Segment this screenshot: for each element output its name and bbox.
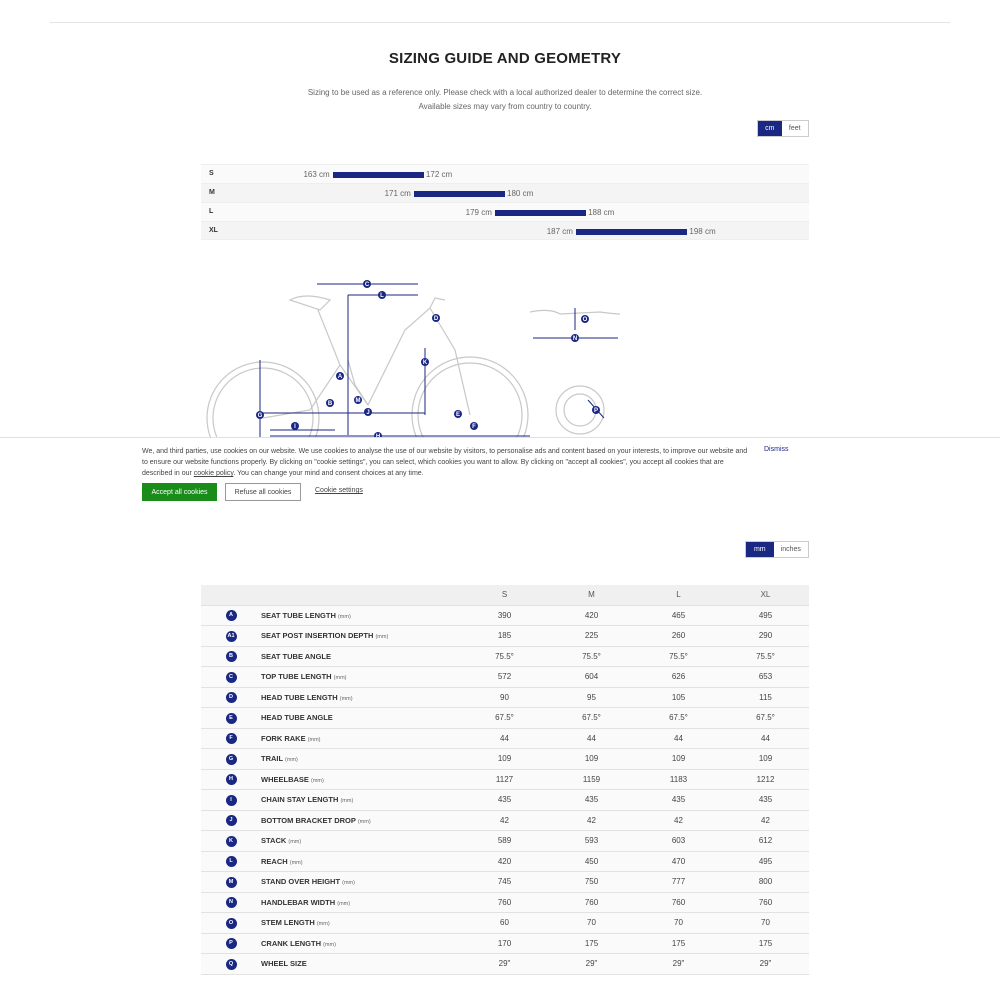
size-label: L — [209, 208, 214, 215]
row-value-cell: 29" — [722, 954, 809, 975]
row-value-cell: 470 — [635, 851, 722, 872]
row-name: BOTTOM BRACKET DROP — [261, 815, 356, 825]
row-unit: (mm) — [323, 941, 336, 948]
row-key-cell — [201, 933, 261, 954]
row-value-cell: 390 — [461, 605, 548, 626]
row-value-cell: 75.5° — [635, 646, 722, 667]
intro-text — [0, 86, 1000, 114]
row-name: CHAIN STAY LENGTH — [261, 795, 339, 805]
row-key-cell — [201, 872, 261, 893]
row-key-cell — [201, 769, 261, 790]
intro-line-1: Sizing to be used as a reference only. Please check with a local authorized dealer to determine the correct size. — [307, 88, 703, 97]
row-key-badge: A — [226, 610, 237, 621]
table-row — [201, 728, 809, 749]
row-name-cell — [261, 810, 461, 831]
accept-all-cookies-button[interactable]: Accept all cookies — [142, 483, 217, 501]
row-value-cell: 612 — [722, 831, 809, 852]
row-key-badge: Q — [226, 959, 237, 970]
row-value-cell: 604 — [548, 667, 635, 688]
row-key-cell — [201, 831, 261, 852]
size-max-height: 198 cm — [689, 227, 716, 236]
size-row — [201, 221, 809, 240]
svg-text:I: I — [294, 424, 296, 430]
row-name: SEAT POST INSERTION DEPTH — [261, 631, 374, 641]
size-range-bar — [414, 191, 505, 197]
svg-text:K: K — [422, 360, 428, 366]
row-value-cell: 1212 — [722, 769, 809, 790]
row-value-cell: 465 — [635, 605, 722, 626]
row-value-cell: 29" — [548, 954, 635, 975]
row-name-cell — [261, 769, 461, 790]
row-value-cell: 115 — [722, 687, 809, 708]
label-d-icon — [432, 314, 440, 322]
unit-mm-button[interactable]: mm — [746, 542, 774, 557]
svg-text:A: A — [337, 374, 343, 380]
svg-text:P: P — [593, 408, 599, 414]
row-name: HEAD TUBE ANGLE — [261, 713, 333, 723]
row-name: FORK RAKE — [261, 733, 306, 743]
cookie-policy-link[interactable]: cookie policy — [193, 470, 234, 477]
row-name: TOP TUBE LENGTH — [261, 672, 332, 682]
row-value-cell: 420 — [461, 851, 548, 872]
refuse-all-cookies-button[interactable]: Refuse all cookies — [225, 483, 301, 501]
row-value-cell: 1159 — [548, 769, 635, 790]
intro-line-2: Available sizes may vary from country to country. — [418, 102, 592, 111]
row-unit: (mm) — [285, 757, 298, 764]
row-key-cell — [201, 892, 261, 913]
row-value-cell: 67.5° — [461, 708, 548, 729]
row-value-cell: 1127 — [461, 769, 548, 790]
row-value-cell: 67.5° — [722, 708, 809, 729]
svg-text:G: G — [257, 413, 263, 419]
label-e-icon — [454, 410, 462, 418]
size-max-height: 180 cm — [507, 189, 534, 198]
row-name: TRAIL — [261, 754, 283, 764]
row-value-cell: 109 — [548, 749, 635, 770]
row-value-cell: 42 — [461, 810, 548, 831]
row-name-cell — [261, 646, 461, 667]
row-value-cell: 495 — [722, 605, 809, 626]
label-i-icon — [291, 422, 299, 430]
row-key-cell — [201, 790, 261, 811]
table-row — [201, 851, 809, 872]
header-size: XL — [722, 585, 809, 605]
row-key-badge: O — [226, 918, 237, 929]
row-key-cell — [201, 687, 261, 708]
row-value-cell: 1183 — [635, 769, 722, 790]
label-a-icon — [336, 372, 344, 380]
table-row — [201, 749, 809, 770]
header-size: S — [461, 585, 548, 605]
row-name-cell — [261, 708, 461, 729]
row-unit: (mm) — [357, 818, 371, 825]
row-value-cell: 760 — [461, 892, 548, 913]
row-key-badge: N — [226, 897, 237, 908]
cookie-text — [142, 446, 754, 479]
svg-text:E: E — [455, 412, 461, 418]
row-name: STACK — [261, 836, 287, 846]
row-value-cell: 42 — [635, 810, 722, 831]
row-key-badge: M — [226, 877, 237, 888]
row-name-cell — [261, 892, 461, 913]
row-value-cell: 760 — [635, 892, 722, 913]
label-j-icon — [364, 408, 372, 416]
header-size: M — [548, 585, 635, 605]
row-unit: (mm) — [337, 613, 351, 620]
row-value-cell: 435 — [461, 790, 548, 811]
row-key-cell — [201, 667, 261, 688]
row-name-cell — [261, 831, 461, 852]
row-value-cell: 745 — [461, 872, 548, 893]
table-row — [201, 708, 809, 729]
row-key-cell — [201, 626, 261, 647]
geometry-header-row — [201, 585, 809, 605]
page-title: SIZING GUIDE AND GEOMETRY — [388, 50, 622, 67]
row-name: CRANK LENGTH — [261, 938, 321, 948]
row-value-cell: 44 — [548, 728, 635, 749]
row-key-cell — [201, 605, 261, 626]
row-value-cell: 70 — [548, 913, 635, 934]
row-key-badge: J — [226, 815, 237, 826]
table-row — [201, 626, 809, 647]
row-key-badge: K — [226, 836, 237, 847]
row-name: WHEEL SIZE — [261, 959, 307, 969]
row-name: STEM LENGTH — [261, 918, 315, 928]
row-name: SEAT TUBE LENGTH — [261, 610, 336, 620]
table-row — [201, 892, 809, 913]
label-n-icon — [571, 334, 579, 342]
table-row — [201, 790, 809, 811]
svg-text:O: O — [582, 317, 588, 323]
header-key — [201, 585, 261, 605]
row-unit: (mm) — [307, 736, 321, 743]
row-value-cell: 95 — [548, 687, 635, 708]
row-unit: (mm) — [316, 921, 330, 928]
row-value-cell: 225 — [548, 626, 635, 647]
label-m-icon — [354, 396, 362, 404]
unit-feet-button[interactable]: feet — [782, 121, 808, 136]
svg-text:N: N — [572, 336, 578, 342]
cookie-settings-link[interactable]: Cookie settings — [315, 487, 363, 494]
size-max-height: 172 cm — [425, 170, 453, 179]
row-value-cell: 44 — [635, 728, 722, 749]
row-value-cell: 653 — [722, 667, 809, 688]
row-unit: (mm) — [375, 634, 389, 641]
row-value-cell: 70 — [635, 913, 722, 934]
size-max-height: 188 cm — [588, 208, 615, 217]
row-name-cell — [261, 687, 461, 708]
row-value-cell: 435 — [548, 790, 635, 811]
row-name: WHEELBASE — [261, 774, 309, 784]
row-value-cell: 67.5° — [635, 708, 722, 729]
cookie-banner — [0, 437, 1000, 512]
svg-text:L: L — [380, 293, 384, 299]
row-value-cell: 44 — [722, 728, 809, 749]
row-name-cell — [261, 605, 461, 626]
row-value-cell: 750 — [548, 872, 635, 893]
row-value-cell: 185 — [461, 626, 548, 647]
svg-text:C: C — [364, 282, 370, 288]
row-name-cell — [261, 913, 461, 934]
row-value-cell: 75.5° — [722, 646, 809, 667]
label-b-icon — [326, 399, 334, 407]
svg-text:D: D — [433, 316, 439, 322]
size-min-height: 171 cm — [384, 189, 411, 198]
row-unit: (mm) — [339, 695, 353, 702]
row-value-cell: 70 — [722, 913, 809, 934]
table-row — [201, 810, 809, 831]
row-value-cell: 626 — [635, 667, 722, 688]
table-row — [201, 667, 809, 688]
size-row — [201, 183, 809, 202]
row-key-cell — [201, 913, 261, 934]
row-key-badge: L — [226, 856, 237, 867]
row-value-cell: 60 — [461, 913, 548, 934]
row-key-badge: A1 — [226, 631, 237, 642]
row-value-cell: 760 — [722, 892, 809, 913]
row-name: REACH — [261, 856, 288, 866]
row-value-cell: 435 — [635, 790, 722, 811]
row-unit: (mm) — [311, 777, 324, 784]
cookie-text-main: We, and third parties, use cookies on our website. We use cookies to analyse the use of our website by visitors, to personalise ads and content based on your interests, to improve our website and to ensure our website functions properly. By clicking on "cookie settings", you can select, which cookies you want to allow. By clicking on "accept all cookies", you accept all cookies that are described in our — [142, 448, 748, 477]
row-unit: (mm) — [342, 880, 355, 887]
size-min-height: 179 cm — [465, 208, 492, 217]
row-value-cell: 109 — [635, 749, 722, 770]
svg-text:M: M — [355, 398, 361, 404]
unit-cm-button[interactable]: cm — [758, 121, 782, 136]
row-key-badge: I — [226, 795, 237, 806]
row-name-cell — [261, 749, 461, 770]
row-value-cell: 420 — [548, 605, 635, 626]
table-row — [201, 933, 809, 954]
dismiss-link[interactable]: Dismiss — [764, 446, 789, 453]
row-value-cell: 75.5° — [548, 646, 635, 667]
size-range-bar — [576, 229, 687, 235]
row-name-cell — [261, 851, 461, 872]
row-name: HEAD TUBE LENGTH — [261, 692, 338, 702]
row-key-cell — [201, 851, 261, 872]
label-g-icon — [256, 411, 264, 419]
row-key-badge: B — [226, 651, 237, 662]
row-key-badge: H — [226, 774, 237, 785]
row-key-badge: G — [226, 754, 237, 765]
table-row — [201, 872, 809, 893]
row-name: HANDLEBAR WIDTH — [261, 897, 336, 907]
row-value-cell: 29" — [635, 954, 722, 975]
row-value-cell: 777 — [635, 872, 722, 893]
row-value-cell: 42 — [722, 810, 809, 831]
row-value-cell: 760 — [548, 892, 635, 913]
size-label: M — [209, 189, 215, 196]
header-size: L — [635, 585, 722, 605]
row-value-cell: 105 — [635, 687, 722, 708]
size-row — [201, 202, 809, 221]
row-value-cell: 175 — [548, 933, 635, 954]
bike-geometry-diagram — [200, 270, 640, 445]
height-unit-toggle[interactable] — [757, 120, 809, 137]
row-value-cell: 44 — [461, 728, 548, 749]
svg-text:B: B — [327, 401, 333, 407]
row-name: SEAT TUBE ANGLE — [261, 651, 332, 661]
row-name-cell — [261, 728, 461, 749]
row-value-cell: 90 — [461, 687, 548, 708]
row-value-cell: 435 — [722, 790, 809, 811]
table-row — [201, 646, 809, 667]
row-value-cell: 260 — [635, 626, 722, 647]
table-row — [201, 954, 809, 975]
row-unit: (mm) — [340, 798, 354, 805]
geometry-table — [201, 585, 809, 975]
size-label: S — [209, 170, 214, 177]
size-min-height: 187 cm — [546, 227, 573, 236]
row-value-cell: 589 — [461, 831, 548, 852]
row-value-cell: 175 — [722, 933, 809, 954]
size-row — [201, 164, 809, 183]
table-row — [201, 769, 809, 790]
row-value-cell: 593 — [548, 831, 635, 852]
size-range-bar — [333, 172, 424, 178]
row-value-cell: 29" — [461, 954, 548, 975]
svg-text:F: F — [472, 424, 476, 430]
row-key-cell — [201, 646, 261, 667]
row-value-cell: 175 — [635, 933, 722, 954]
table-row — [201, 687, 809, 708]
size-label: XL — [209, 227, 218, 234]
row-key-badge: D — [226, 692, 237, 703]
row-name-cell — [261, 667, 461, 688]
row-value-cell: 75.5° — [461, 646, 548, 667]
row-key-cell — [201, 749, 261, 770]
row-unit: (mm) — [337, 900, 351, 907]
row-value-cell: 572 — [461, 667, 548, 688]
table-row — [201, 605, 809, 626]
svg-text:J: J — [366, 410, 370, 416]
cookie-text-end: . You can change your mind and consent choices at any time. — [233, 470, 424, 477]
row-key-cell — [201, 728, 261, 749]
row-name: STAND OVER HEIGHT — [261, 877, 341, 887]
row-value-cell: 800 — [722, 872, 809, 893]
row-unit: (mm) — [333, 675, 347, 682]
row-unit: (mm) — [288, 839, 302, 846]
row-value-cell: 109 — [722, 749, 809, 770]
row-key-badge: C — [226, 672, 237, 683]
row-value-cell: 450 — [548, 851, 635, 872]
row-name-cell — [261, 933, 461, 954]
unit-inches-button[interactable]: inches — [774, 542, 808, 557]
row-name-cell — [261, 626, 461, 647]
geometry-unit-toggle[interactable] — [745, 541, 809, 558]
row-value-cell: 290 — [722, 626, 809, 647]
size-min-height: 163 cm — [303, 170, 330, 179]
top-divider — [50, 22, 950, 23]
row-key-badge: E — [226, 713, 237, 724]
row-value-cell: 603 — [635, 831, 722, 852]
size-range-bar — [495, 210, 586, 216]
label-o-icon — [581, 315, 589, 323]
row-key-cell — [201, 708, 261, 729]
label-f-icon — [470, 422, 478, 430]
row-unit: (mm) — [289, 859, 303, 866]
row-value-cell: 170 — [461, 933, 548, 954]
row-name-cell — [261, 790, 461, 811]
row-name-cell — [261, 954, 461, 975]
row-key-cell — [201, 810, 261, 831]
row-key-badge: P — [226, 938, 237, 949]
label-p-icon — [592, 406, 600, 414]
row-value-cell: 495 — [722, 851, 809, 872]
label-l-icon — [378, 291, 386, 299]
row-value-cell: 42 — [548, 810, 635, 831]
label-k-icon — [421, 358, 429, 366]
table-row — [201, 913, 809, 934]
row-key-badge: F — [226, 733, 237, 744]
row-value-cell: 109 — [461, 749, 548, 770]
row-name-cell — [261, 872, 461, 893]
label-c-icon — [363, 280, 371, 288]
row-value-cell: 67.5° — [548, 708, 635, 729]
header-name — [261, 585, 461, 605]
rider-height-chart — [201, 164, 809, 240]
table-row — [201, 831, 809, 852]
row-key-cell — [201, 954, 261, 975]
